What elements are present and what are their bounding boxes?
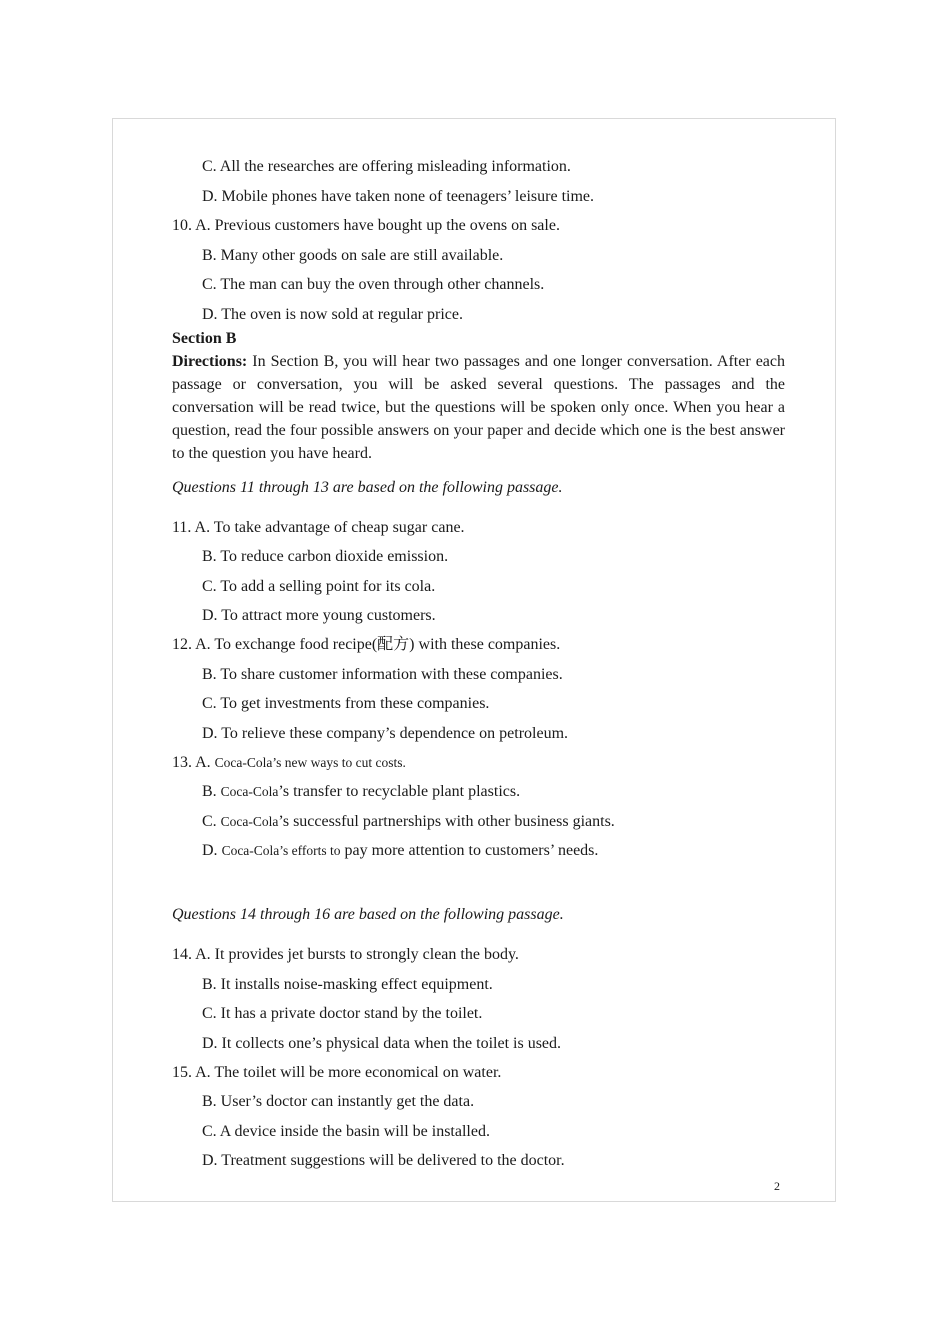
q10-option-c: C. The man can buy the oven through other channels.: [202, 276, 545, 293]
q13-c-text: ’s successful partnerships with other business giants.: [278, 813, 615, 830]
q11-option-c: C. To add a selling point for its cola.: [202, 578, 436, 595]
q13-c-prefix: C.: [202, 813, 221, 830]
q13-d-text: pay more attention to customers’ needs.: [340, 842, 599, 859]
q13-option-d: [202, 841, 598, 861]
q9-option-d: D. Mobile phones have taken none of teenagers’ leisure time.: [202, 188, 595, 205]
q9-option-c: C. All the researches are offering misleading information.: [202, 158, 571, 175]
q13-c-brand: Coca-Cola: [220, 814, 279, 829]
q13-a-prefix: 13. A.: [172, 754, 215, 771]
q11-option-d: D. To attract more young customers.: [202, 607, 436, 624]
page-number: 2: [774, 1179, 780, 1193]
q15-option-d: D. Treatment suggestions will be delivered to the doctor.: [202, 1152, 565, 1169]
q13-b-text: ’s transfer to recyclable plant plastics.: [278, 783, 521, 800]
q11-option-b: B. To reduce carbon dioxide emission.: [202, 548, 449, 565]
section-b-heading: Section B: [172, 330, 237, 347]
q12-option-d: D. To relieve these company’s dependence on petroleum.: [202, 725, 569, 742]
q12-option-b: B. To share customer information with these companies.: [202, 666, 563, 683]
q12-option-a: 12. A. To exchange food recipe(配方) with these companies.: [172, 636, 561, 653]
q13-d-prefix: D.: [202, 842, 222, 859]
passage-1-intro: Questions 11 through 13 are based on the following passage.: [172, 479, 563, 496]
passage-2-intro: Questions 14 through 16 are based on the following passage.: [172, 906, 564, 923]
directions-text: In Section B, you will hear two passages and one longer conversation. After each passage or conversation, you will be asked several questions. The passages and the conversation will be read twice, but the questions will be spoken only once. When you hear a question, read the four possible answers on your paper and decide which one is the best answer to the question you have heard.: [172, 353, 785, 462]
q10-option-d: D. The oven is now sold at regular price.: [202, 306, 463, 323]
exam-page: [112, 118, 836, 1202]
q15-option-a: 15. A. The toilet will be more economical on water.: [172, 1064, 502, 1081]
q14-option-a: 14. A. It provides jet bursts to strongly clean the body.: [172, 946, 519, 963]
section-b-directions: [172, 350, 785, 465]
q13-option-c: [202, 812, 615, 832]
q10-option-a: 10. A. Previous customers have bought up the ovens on sale.: [172, 217, 560, 234]
q11-option-a: 11. A. To take advantage of cheap sugar cane.: [172, 519, 465, 536]
q13-option-b: [202, 782, 520, 802]
q14-option-c: C. It has a private doctor stand by the toilet.: [202, 1005, 483, 1022]
q14-option-d: D. It collects one’s physical data when the toilet is used.: [202, 1035, 562, 1052]
q10-option-b: B. Many other goods on sale are still available.: [202, 247, 504, 264]
q14-option-b: B. It installs noise-masking effect equipment.: [202, 976, 493, 993]
q13-option-a: [172, 753, 406, 773]
q13-a-text: Coca-Cola’s new ways to cut costs.: [214, 755, 406, 770]
q13-d-brand: Coca-Cola’s efforts to: [221, 843, 341, 858]
q12-option-c: C. To get investments from these companies.: [202, 695, 490, 712]
q13-b-brand: Coca-Cola: [220, 784, 279, 799]
q15-option-b: B. User’s doctor can instantly get the data.: [202, 1093, 475, 1110]
q15-option-c: C. A device inside the basin will be installed.: [202, 1123, 490, 1140]
directions-label: Directions:: [172, 353, 248, 370]
q13-b-prefix: B.: [202, 783, 221, 800]
